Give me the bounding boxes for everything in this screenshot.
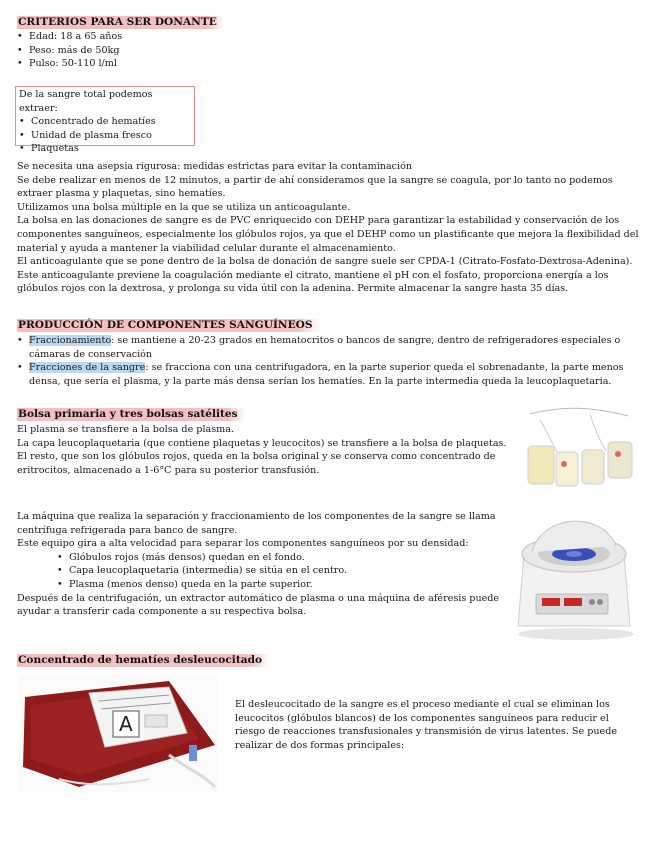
text-line: riesgo de reacciones transfusionales y transmisión de virus latentes. Se puede <box>235 726 618 738</box>
text-line: La capa leucoplaquetaria (que contiene plaquetas y leucocitos) se transfiere a la bolsa de plaquetas. <box>17 437 507 449</box>
blood-bag-image <box>19 675 219 793</box>
text-line: Después de la centrifugación, un extractor automático de plasma o una máquina de aféresis puede <box>17 592 500 604</box>
list-item: • Concentrado de hematíes <box>19 115 191 129</box>
heading-concentrado: Concentrado de hematíes desleucocitado <box>17 654 269 667</box>
text-line: realizar de dos formas principales: <box>235 739 405 751</box>
text-line: centrífuga refrigerada para banco de sangre. <box>17 524 238 536</box>
box-intro: De la sangre total podemos extraer: <box>19 89 153 114</box>
text-line: glóbulos rojos con la dextrosa, y prolonga su vida útil con la adenina. Permite almacenar la sangre hasta 35 días. <box>17 283 569 295</box>
text-line: La máquina que realiza la separación y fraccionamiento de los componentes de la sangre se llama <box>17 511 496 522</box>
text-line: Se debe realizar en menos de 12 minutos, a partir de ahí consideramos que la sangre se coagula, por lo tanto no podemos <box>17 174 613 186</box>
blood-bags-image <box>520 406 638 496</box>
list-item: • Plaquetas <box>19 142 191 156</box>
heading-criterios: CRITERIOS PARA SER DONANTE <box>17 16 224 29</box>
list-item: • Edad: 18 a 65 años <box>17 30 122 44</box>
list-item: • Plasma (menos denso) queda en la parte superior. <box>17 578 499 592</box>
list-item: • Fraccionamiento: se mantiene a 20-23 grados en hematocritos o bancos de sangre, dentro de refrigeradores especiales o cámaras de conservación <box>17 334 623 361</box>
heading-produccion: PRODUCCIÓN DE COMPONENTES SANGUÍNEOS <box>17 319 320 332</box>
list-item: • Fracciones de la sangre: se fracciona con una centrifugadora, en la parte superior queda el sobrenadante, la parte menos densa, que sería el plasma, y la parte más densa serían los hematíes. En la parte intermedia queda la leucoplaquetaria. <box>17 361 623 388</box>
text-line: Este equipo gira a alta velocidad para separar los componentes sanguíneos por su densidad: <box>17 538 469 550</box>
bolsa-paragraph <box>17 423 507 477</box>
bag-letter: A <box>119 712 133 736</box>
text-line: material y ayuda a mantener la viabilidad celular durante el almacenamiento. <box>17 242 396 254</box>
produccion-list <box>17 334 623 388</box>
criterios-list <box>17 30 122 71</box>
asepsia-paragraph <box>17 160 639 296</box>
text-line: Utilizamos una bolsa múltiple en la que se utiliza un anticoagulante. <box>17 201 351 213</box>
text-line: Se necesita una asepsia rigurosa: medidas estrictas para evitar la contaminación <box>17 161 413 172</box>
term-highlight: Fraccionamiento <box>29 335 112 346</box>
text-line: El anticoagulante que se pone dentro de la bolsa de donación de sangre suele ser CPDA-1 (Citrato-Fosfato-Dextrosa-Adenina). <box>17 256 633 268</box>
text-line: leucocitos (glóbulos blancos) de los componentes sanguíneos para reducir el <box>235 712 609 724</box>
concentrado-paragraph <box>235 698 617 752</box>
list-item: • Capa leucoplaquetaria (intermedia) se sitúa en el centro. <box>17 564 499 578</box>
list-item: • Peso: más de 50kg <box>17 44 122 58</box>
text-line: La bolsa en las donaciones de sangre es de PVC enriquecido con DEHP para garantizar la estabilidad y conservación de los <box>17 215 620 227</box>
text-line: El plasma se transfiere a la bolsa de plasma. <box>17 424 235 435</box>
maquina-paragraph <box>17 510 499 619</box>
term-highlight: Fracciones de la sangre <box>29 362 146 374</box>
extraction-box <box>15 86 195 155</box>
heading-bolsa: Bolsa primaria y tres bolsas satélites <box>17 408 245 421</box>
text-line: eritrocitos, almacenado a 1-6°C para su posterior transfusión. <box>17 464 320 476</box>
text-line: Este anticoagulante previene la coagulación mediante el citrato, mantiene el pH con el fosfato, proporciona energía a los <box>17 269 609 281</box>
text-line: componentes sanguíneos, especialmente los glóbulos rojos, ya que el DEHP como un plastificante que mejora la flexibilidad del <box>17 228 639 240</box>
text-line: extraer plasma y plaquetas, sino hematíes. <box>17 188 226 200</box>
list-item: • Glóbulos rojos (más densos) quedan en el fondo. <box>17 551 499 565</box>
text-line: El resto, que son los glóbulos rojos, queda en la bolsa original y se conserva como concentrado de <box>17 451 496 463</box>
centrifuge-image <box>512 514 638 642</box>
list-item: • Pulso: 50-110 l/ml <box>17 57 122 71</box>
list-item: • Unidad de plasma fresco <box>19 129 191 143</box>
text-line: El desleucocitado de la sangre es el proceso mediante el cual se eliminan los <box>235 699 610 710</box>
text-line: ayudar a transferir cada componente a su respectiva bolsa. <box>17 606 307 618</box>
